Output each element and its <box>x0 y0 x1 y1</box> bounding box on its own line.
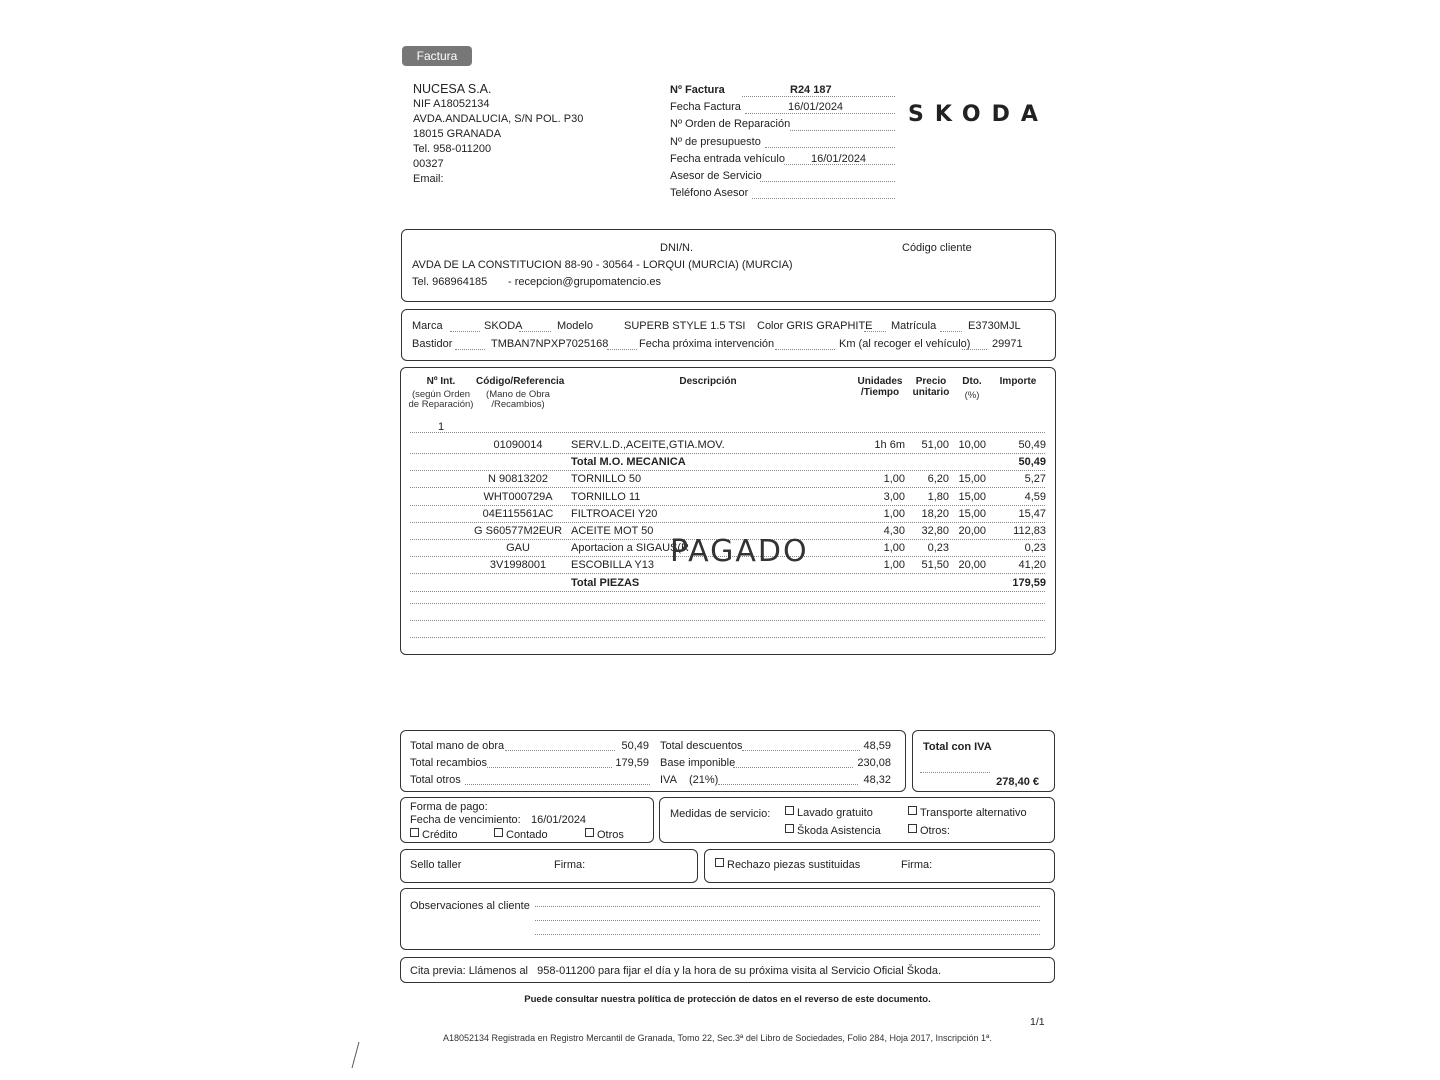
cell-price: 32,80 <box>921 525 949 537</box>
transport-option[interactable] <box>908 806 1027 819</box>
cash-checkbox[interactable] <box>494 828 503 837</box>
advisor-phone-label: Teléfono Asesor <box>670 187 749 200</box>
cell-desc: TORNILLO 50 <box>571 473 642 486</box>
cell-price: 0,23 <box>927 542 949 555</box>
document-type-tag: Factura <box>402 46 472 66</box>
vat-rate: (21%) <box>689 774 719 786</box>
row-divider <box>410 522 1045 523</box>
cell-amount: 4,59 <box>1024 490 1046 503</box>
order-number: 1 <box>438 421 445 433</box>
cell-amount: 0,23 <box>1024 542 1046 555</box>
row-divider <box>410 487 1045 488</box>
reject-label: Rechazo piezas sustituidas <box>727 859 861 871</box>
km-label: Km (al recoger el vehículo) <box>839 338 971 350</box>
cell-dto: 20,00 <box>958 525 986 537</box>
payment-box <box>400 797 654 843</box>
cell-units: 1,00 <box>883 559 905 572</box>
client-email: - recepcion@grupomatencio.es <box>508 276 662 288</box>
header-num: Nº Int. <box>426 376 456 387</box>
cell-code: 04E115561AC <box>482 507 554 520</box>
appointment-phone: 958-011200 <box>537 965 595 977</box>
company-city: 18015 GRANADA <box>413 128 502 140</box>
cell-desc: Total PIEZAS <box>571 576 640 589</box>
cell-desc: TORNILLO 11 <box>571 490 641 503</box>
client-code-label: Código cliente <box>902 242 972 254</box>
cell-desc: SERV.L.D.,ACEITE,GTIA.MOV. <box>571 439 725 451</box>
header-code-sub: (Mano de Obra /Recambios) <box>486 389 550 410</box>
cell-units: 1,00 <box>883 473 905 486</box>
due-date: 16/01/2024 <box>531 814 587 826</box>
invoice-number: R24 187 <box>790 84 832 96</box>
company-address: AVDA.ANDALUCIA, S/N POL. P30 <box>413 113 584 125</box>
payment-cash-option[interactable] <box>494 828 548 841</box>
workshop-sign-label: Firma: <box>554 859 586 871</box>
service-label: Medidas de servicio: <box>670 808 771 820</box>
due-date-label: Fecha de vencimiento: <box>410 814 521 826</box>
cell-dto: 15,00 <box>958 507 986 520</box>
grand-total: 278,40 € <box>996 776 1039 788</box>
repair-order-label: Nº Orden de Reparación <box>670 118 791 131</box>
other-label: Otros <box>597 829 624 841</box>
cell-units: 3,00 <box>883 490 905 503</box>
skoda-logo: SKODA <box>908 102 1049 127</box>
wash-option[interactable] <box>785 806 873 819</box>
vehicle-brand: SKODA <box>484 320 523 332</box>
cell-code: 3V1998001 <box>489 559 547 572</box>
vehicle-plate-label: Matrícula <box>891 320 937 332</box>
total-discount-label: Total descuentos <box>660 740 743 752</box>
paid-stamp: PAGADO <box>670 534 809 569</box>
cell-desc: Aportacion a SIGAUS(R <box>571 542 689 555</box>
budget-label: Nº de presupuesto <box>670 135 761 148</box>
cell-dto: 15,00 <box>958 490 986 503</box>
credit-checkbox[interactable] <box>410 828 419 837</box>
total-discount: 48,59 <box>863 740 891 752</box>
invoice-number-label: Nº Factura <box>670 84 725 96</box>
vehicle-chassis-label: Bastidor <box>412 338 453 350</box>
service-other-option[interactable] <box>908 824 950 837</box>
observations-box <box>400 888 1055 950</box>
vehicle-km: 29971 <box>992 338 1023 350</box>
registry-footer: A18052134 Registrada en Registro Mercantil de Granada, Tomo 22, Sec.3ª del Libro de Sociedades, Folio 284, Hoja 2017, Inscripción 1ª. <box>443 1033 992 1043</box>
header-num-sub: (según Orden de Reparación) <box>408 389 474 410</box>
row-divider <box>410 573 1045 574</box>
invoice-date: 16/01/2024 <box>788 101 844 114</box>
cell-desc: ACEITE MOT 50 <box>571 525 654 537</box>
appointment-text <box>410 965 941 977</box>
assist-label: Škoda Asistencia <box>797 825 881 837</box>
cell-price: 18,20 <box>921 507 949 520</box>
appointment-box <box>400 957 1055 983</box>
cell-amount: 41,20 <box>1018 559 1046 572</box>
cell-dto: 20,00 <box>958 559 986 572</box>
next-intervention-label: Fecha próxima intervención <box>639 338 775 350</box>
row-divider <box>410 505 1045 506</box>
reject-checkbox[interactable] <box>715 858 724 867</box>
client-tel: Tel. 968964185 <box>412 276 488 288</box>
cell-units: 1h 6m <box>874 439 905 451</box>
invoice-info <box>670 82 896 202</box>
entry-date-label: Fecha entrada vehículo <box>670 152 785 165</box>
header-dto-sub: (%) <box>964 390 980 401</box>
company-code: 00327 <box>413 158 444 170</box>
assist-option[interactable] <box>785 824 881 837</box>
cell-code: 01090014 <box>493 439 543 451</box>
header-code: Código/Referencia <box>476 376 565 387</box>
reject-option[interactable] <box>715 858 860 871</box>
total-other-label: Total otros <box>410 774 461 786</box>
invoice-date-label: Fecha Factura <box>670 101 741 114</box>
entry-date-row <box>670 151 896 168</box>
cell-units: 4,30 <box>883 525 905 537</box>
entry-date: 16/01/2024 <box>811 152 867 165</box>
header-units: Unidades /Tiempo <box>857 376 903 398</box>
cell-price: 51,00 <box>921 439 949 451</box>
total-parts-label: Total recambios <box>410 757 488 769</box>
company-nif: NIF A18052134 <box>413 98 490 110</box>
vat-amount: 48,32 <box>863 774 891 786</box>
base-label: Base imponible <box>660 757 736 769</box>
transport-label: Transporte alternativo <box>920 807 1027 819</box>
company-name: NUCESA S.A. <box>413 82 492 96</box>
payment-credit-option[interactable] <box>410 828 457 841</box>
service-box <box>659 797 1055 843</box>
cell-price: 1,80 <box>927 490 949 503</box>
cell-amount: 5,27 <box>1024 473 1046 486</box>
vehicle-plate: E3730MJL <box>968 320 1021 332</box>
total-labor: 50,49 <box>621 740 649 752</box>
vehicle-chassis: TMBAN7NPXP7025168 <box>491 338 609 350</box>
vehicle-model: SUPERB STYLE 1.5 TSI <box>624 320 746 332</box>
row-divider <box>410 470 1045 471</box>
credit-label: Crédito <box>422 829 458 841</box>
base-amount: 230,08 <box>857 757 891 769</box>
cell-code: G S60577M2EUR <box>474 525 563 537</box>
cell-price: 6,20 <box>927 473 949 486</box>
grand-total-label: Total con IVA <box>923 741 992 753</box>
cell-code: GAU <box>506 542 530 555</box>
client-box <box>401 229 1056 302</box>
transport-checkbox[interactable] <box>908 806 917 815</box>
cell-desc: ESCOBILLA Y13 <box>571 559 654 572</box>
appointment-prefix: Cita previa: Llámenos al <box>410 965 529 977</box>
cell-desc: FILTROACEI Y20 <box>571 507 658 520</box>
advisor-label: Asesor de Servicio <box>670 170 762 183</box>
total-labor-label: Total mano de obra <box>410 740 505 752</box>
cash-label: Contado <box>506 829 548 841</box>
cell-desc: Total M.O. MECANICA <box>571 456 686 469</box>
appointment-suffix: para fijar el día y la hora de su próxima visita al Servicio Oficial Škoda. <box>598 965 942 977</box>
header-price: Precio unitario <box>912 376 950 398</box>
wash-label: Lavado gratuito <box>797 807 873 819</box>
row-divider <box>410 453 1045 454</box>
cell-amount: 15,47 <box>1018 507 1046 520</box>
vehicle-color: Color GRIS GRAPHITE <box>757 320 873 332</box>
seal-label: Sello taller <box>410 859 462 871</box>
company-email-label: Email: <box>413 173 444 185</box>
vat-label: IVA <box>660 774 677 786</box>
payment-label: Forma de pago: <box>410 801 488 813</box>
payment-other-option[interactable] <box>585 828 624 841</box>
header-dto: Dto. <box>962 376 982 387</box>
privacy-note: Puede consultar nuestra política de protección de datos en el reverso de este documento. <box>524 994 931 1005</box>
vehicle-brand-label: Marca <box>412 320 443 332</box>
totals-box <box>400 730 906 792</box>
scan-mark <box>352 1042 370 1068</box>
observations-label: Observaciones al cliente <box>410 900 530 912</box>
cell-units: 1,00 <box>883 542 905 555</box>
cell-code: WHT000729A <box>483 490 553 503</box>
other-checkbox[interactable] <box>585 828 594 837</box>
company-tel: Tel. 958-011200 <box>413 143 492 155</box>
cell-amount: 50,49 <box>1018 439 1046 451</box>
page-number: 1/1 <box>1030 1016 1045 1028</box>
row-divider <box>410 591 1045 592</box>
client-sign-label: Firma: <box>901 859 933 871</box>
cell-amount: 112,83 <box>1013 525 1046 537</box>
grand-total-box <box>912 730 1055 792</box>
cell-amount: 50,49 <box>1018 456 1046 469</box>
header-desc: Descripción <box>679 376 737 387</box>
cell-dto: 10,00 <box>958 439 986 451</box>
cell-dto: 15,00 <box>958 473 986 486</box>
total-parts: 179,59 <box>615 757 649 769</box>
header-amount: Importe <box>999 376 1037 387</box>
cell-code: N 90813202 <box>488 473 548 486</box>
cell-amount: 179,59 <box>1012 576 1046 589</box>
reject-box <box>704 849 1055 883</box>
wash-checkbox[interactable] <box>785 806 794 815</box>
cell-units: 1,00 <box>883 507 905 520</box>
service-other-checkbox[interactable] <box>908 824 917 833</box>
client-address: AVDA DE LA CONSTITUCION 88-90 - 30564 - LORQUI (MURCIA) (MURCIA) <box>412 259 793 271</box>
assist-checkbox[interactable] <box>785 824 794 833</box>
company-block <box>413 82 583 187</box>
vehicle-box <box>401 309 1056 361</box>
workshop-seal-box <box>400 849 698 883</box>
vehicle-model-label: Modelo <box>557 320 594 332</box>
cell-price: 51,50 <box>921 559 949 572</box>
service-other-label: Otros: <box>920 825 950 837</box>
client-dni-label: DNI/N. <box>660 242 693 254</box>
